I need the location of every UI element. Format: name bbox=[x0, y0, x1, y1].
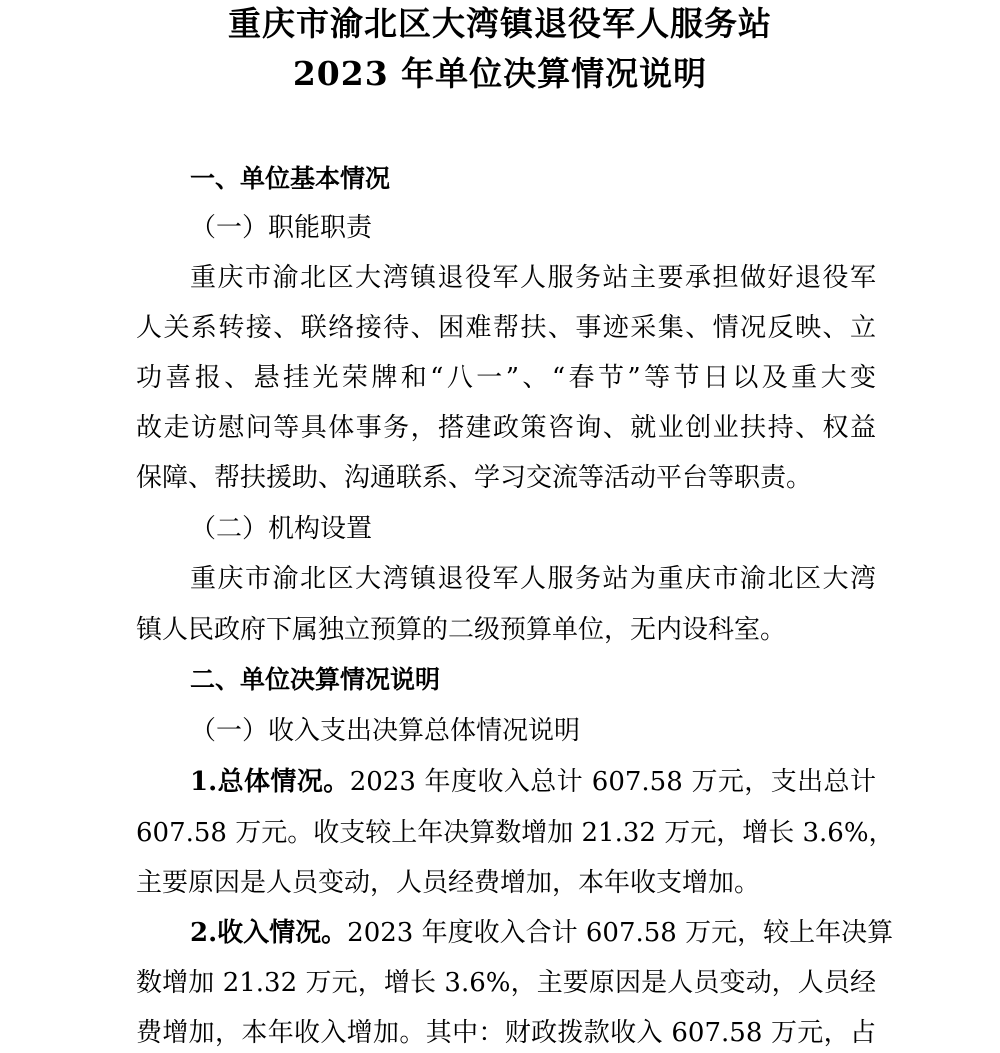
paragraph-line: 人关系转接、联络接待、困难帮扶、事迹采集、情况反映、立 bbox=[136, 313, 876, 343]
paragraph-line: 607.58 万元。收支较上年决算数增加 21.32 万元，增长 3.6%， bbox=[136, 818, 895, 848]
paragraph-text: 2023 年度收入总计 607.58 万元，支出总计 bbox=[349, 767, 876, 797]
paragraph-line: 费增加，本年收入增加。其中：财政拨款收入 607.58 万元，占 bbox=[136, 1018, 876, 1048]
document-title-line-2: 2023 年单位决算情况说明 bbox=[292, 54, 708, 93]
paragraph-line: 重庆市渝北区大湾镇退役军人服务站为重庆市渝北区大湾 bbox=[190, 564, 876, 594]
subheading-functions: （一）职能职责 bbox=[190, 213, 373, 243]
paragraph-line: 镇人民政府下属独立预算的二级预算单位，无内设科室。 bbox=[136, 615, 787, 645]
paragraph-line: 功喜报、悬挂光荣牌和“八一”、“春节”等节日以及重大变 bbox=[136, 363, 876, 393]
document-title-line-1: 重庆市渝北区大湾镇退役军人服务站 bbox=[228, 4, 772, 43]
section-heading-final-accounts: 二、单位决算情况说明 bbox=[190, 665, 441, 694]
paragraph-label-income: 2.收入情况。 bbox=[190, 918, 348, 948]
paragraph-line: 重庆市渝北区大湾镇退役军人服务站主要承担做好退役军 bbox=[190, 263, 876, 293]
paragraph-text: 2023 年度收入合计 607.58 万元，较上年决算 bbox=[347, 918, 894, 948]
paragraph-line: 保障、帮扶援助、沟通联系、学习交流等活动平台等职责。 bbox=[136, 463, 813, 493]
paragraph-line: 主要原因是人员变动，人员经费增加，本年收支增加。 bbox=[136, 868, 761, 898]
section-heading-basic-info: 一、单位基本情况 bbox=[190, 164, 391, 193]
subheading-organization: （二）机构设置 bbox=[190, 514, 373, 544]
paragraph-line: 故走访慰问等具体事务，搭建政策咨询、就业创业扶持、权益 bbox=[136, 413, 876, 443]
paragraph-line: 数增加 21.32 万元，增长 3.6%，主要原因是人员变动，人员经 bbox=[136, 968, 876, 998]
paragraph-line bbox=[190, 762, 876, 802]
paragraph-line bbox=[190, 913, 894, 953]
subheading-income-expenditure: （一）收入支出决算总体情况说明 bbox=[190, 716, 581, 746]
paragraph-label-overall: 1.总体情况。 bbox=[190, 767, 350, 797]
